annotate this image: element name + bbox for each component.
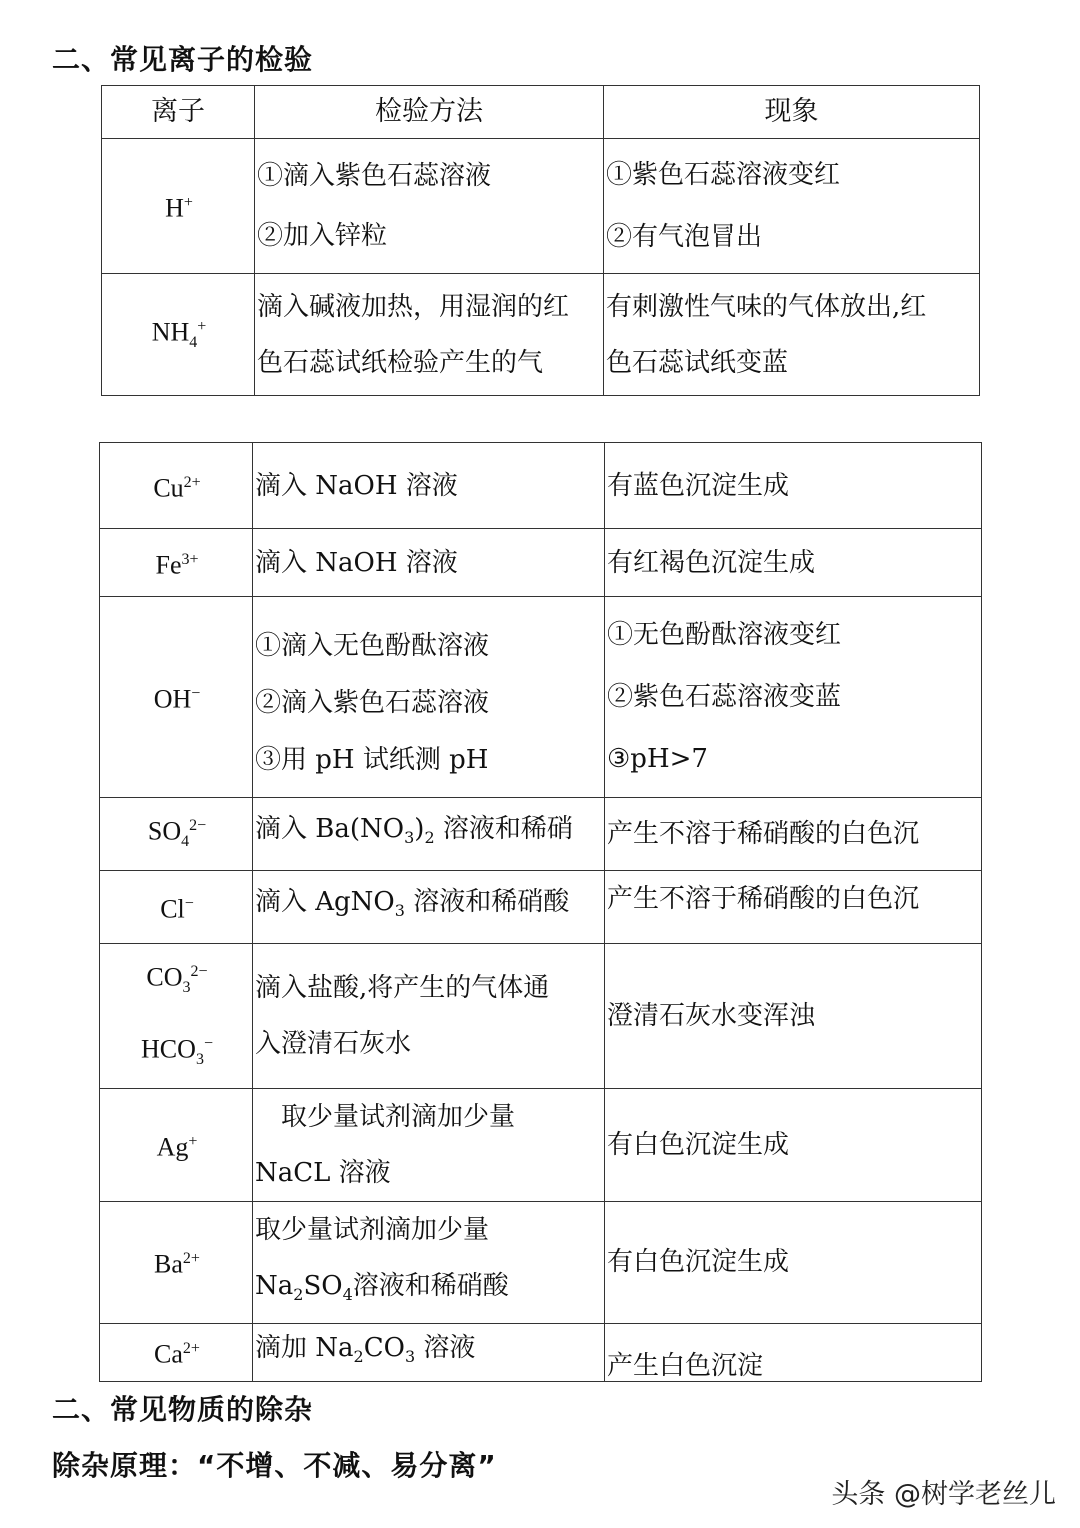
ion-cell [100,529,253,597]
method-cell [255,274,604,396]
ion-charge: 3+ [181,550,199,568]
formula-subscript: 2 [353,1346,364,1366]
ion-symbol: HCO [141,1034,196,1064]
watermark: 头条 @树学老丝儿 [831,1479,1056,1510]
formula-subscript: 2 [293,1284,304,1304]
result-line: ②有气泡冒出 [606,222,763,252]
formula-subscript: 4 [342,1284,353,1304]
result-cell [604,274,980,396]
ion-symbol: Ca [154,1340,183,1370]
ion-symbol: Ba [154,1249,183,1279]
ion-symbol: NH [151,317,190,347]
method-text: SO [303,1270,343,1301]
table-row [100,943,982,1088]
ion-symbol: H [165,193,184,223]
method-cell: 滴入 NaOH 溶液 [253,529,605,597]
method-text: 溶液和稀硝酸 [404,887,570,918]
ion-subscript: 4 [189,333,198,351]
ion-charge: 2+ [182,1250,200,1268]
method-line [255,1258,604,1323]
ion-test-table-1 [101,85,980,396]
table-row [100,443,982,529]
header-ion: 离子 [102,86,255,139]
result-line: 色石蕊试纸变蓝 [606,347,789,378]
ion-charge: 2+ [183,473,201,491]
method-cell [253,1201,605,1323]
ion-subscript: 3 [195,1050,204,1068]
result-line: ①紫色石蕊溶液变红 [606,160,841,190]
result-cell: 澄清石灰水变浑浊 [605,943,982,1088]
method-line: 取少量试剂滴加少量 [255,1214,490,1245]
method-text: 溶液 [415,1332,476,1363]
method-line: NaCL 溶液 [255,1157,391,1188]
method-line: 色石蕊试纸检验产生的气 [257,347,544,378]
table-row [100,1201,982,1323]
table-row [100,870,982,943]
ion-charge: 2+ [182,1340,200,1358]
method-line: 滴入盐酸,将产生的气体通 [255,972,550,1003]
formula-subscript: 3 [404,1346,416,1366]
method-text: Na [255,1270,294,1301]
method-cell [255,139,604,274]
ion-cell [102,139,255,274]
result-line: ②紫色石蕊溶液变蓝 [607,682,842,712]
method-line: ②加入锌粒 [257,221,388,251]
impurity-removal-principle: 除杂原理：“不增、不减、易分离” [52,1449,497,1482]
result-cell: 有蓝色沉淀生成 [605,443,982,529]
ion-symbol: OH [153,684,192,714]
ion-subscript: 4 [181,832,190,850]
table-row [100,529,982,597]
ion-cell [100,597,253,798]
formula-subscript: 3 [404,828,415,848]
ion-cell [100,1201,253,1323]
table-row [100,597,982,798]
ion-test-table-2 [99,442,982,1382]
method-line: 取少量试剂滴加少量 [255,1101,516,1132]
ion-symbol: Fe [155,550,182,580]
result-line: 有刺激性气味的气体放出,红 [606,291,927,322]
ion-cell [102,274,255,396]
table-row [100,798,982,871]
method-line: ①滴入无色酚酞溶液 [255,630,490,661]
ion-line [102,944,252,1016]
table-row [102,139,980,274]
result-cell: 产生不溶于稀硝酸的白色沉 [605,870,982,943]
ion-cell [100,870,253,943]
method-cell [253,870,605,943]
method-text: 溶液和稀硝酸 [352,1270,509,1301]
ion-cell [100,1323,253,1381]
header-method: 检验方法 [255,86,604,139]
section-title-ion-test: 二、常见离子的检验 [52,43,314,76]
method-line: ③用 pH 试纸测 pH [255,744,489,775]
ion-charge: 2− [190,962,208,980]
method-line: 入澄清石灰水 [255,1028,412,1059]
ion-subscript: 3 [182,978,191,996]
method-cell [253,943,605,1088]
result-cell [604,139,980,274]
result-cell: 产生白色沉淀 [605,1323,982,1381]
result-cell: 产生不溶于稀硝酸的白色沉 [605,798,982,871]
result-line: ③pH>7 [607,744,708,774]
method-line: ②滴入紫色石蕊溶液 [255,687,490,718]
ion-symbol: Cu [153,473,184,503]
result-cell: 有白色沉淀生成 [605,1088,982,1201]
ion-cell [100,798,253,871]
method-cell [253,798,605,871]
method-cell [253,1088,605,1201]
method-cell: 滴入 NaOH 溶液 [253,443,605,529]
formula-subscript: 3 [394,901,405,921]
ion-symbol: Cl [160,894,185,924]
method-cell [253,1323,605,1381]
ion-line [102,1016,252,1088]
table-header-row [102,86,980,139]
method-cell [253,597,605,798]
formula-subscript: 2 [424,828,435,848]
ion-charge: + [197,317,207,335]
ion-charge: − [191,685,201,703]
method-text: 滴入 Ba(NO [255,814,405,845]
method-text: 滴入 AgNO [255,887,395,918]
ion-charge: + [188,1132,198,1150]
ion-charge: − [184,895,194,913]
ion-symbol: CO [146,962,183,992]
table-row [102,274,980,396]
section-title-impurity-removal: 二、常见物质的除杂 [52,1393,314,1426]
method-text: 滴加 Na [255,1332,354,1363]
method-line: ①滴入紫色石蕊溶液 [257,161,492,191]
method-text: CO [363,1332,405,1363]
result-cell: 有红褐色沉淀生成 [605,529,982,597]
ion-charge: − [203,1034,213,1052]
table-row [100,1323,982,1381]
ion-cell [100,943,253,1088]
ion-charge: + [183,194,193,212]
ion-symbol: Ag [156,1132,189,1162]
table-row [100,1088,982,1201]
header-result: 现象 [604,86,980,139]
ion-charge: 2− [189,817,207,834]
ion-symbol: SO [147,816,182,846]
method-text: ) [414,814,425,845]
ion-cell [100,1088,253,1201]
method-line: 滴入碱液加热，用湿润的红 [257,291,570,322]
result-cell: 有白色沉淀生成 [605,1201,982,1323]
ion-cell [100,443,253,529]
result-cell [605,597,982,798]
method-text: 溶液和稀硝 [434,814,573,845]
result-line: ①无色酚酞溶液变红 [607,620,842,650]
